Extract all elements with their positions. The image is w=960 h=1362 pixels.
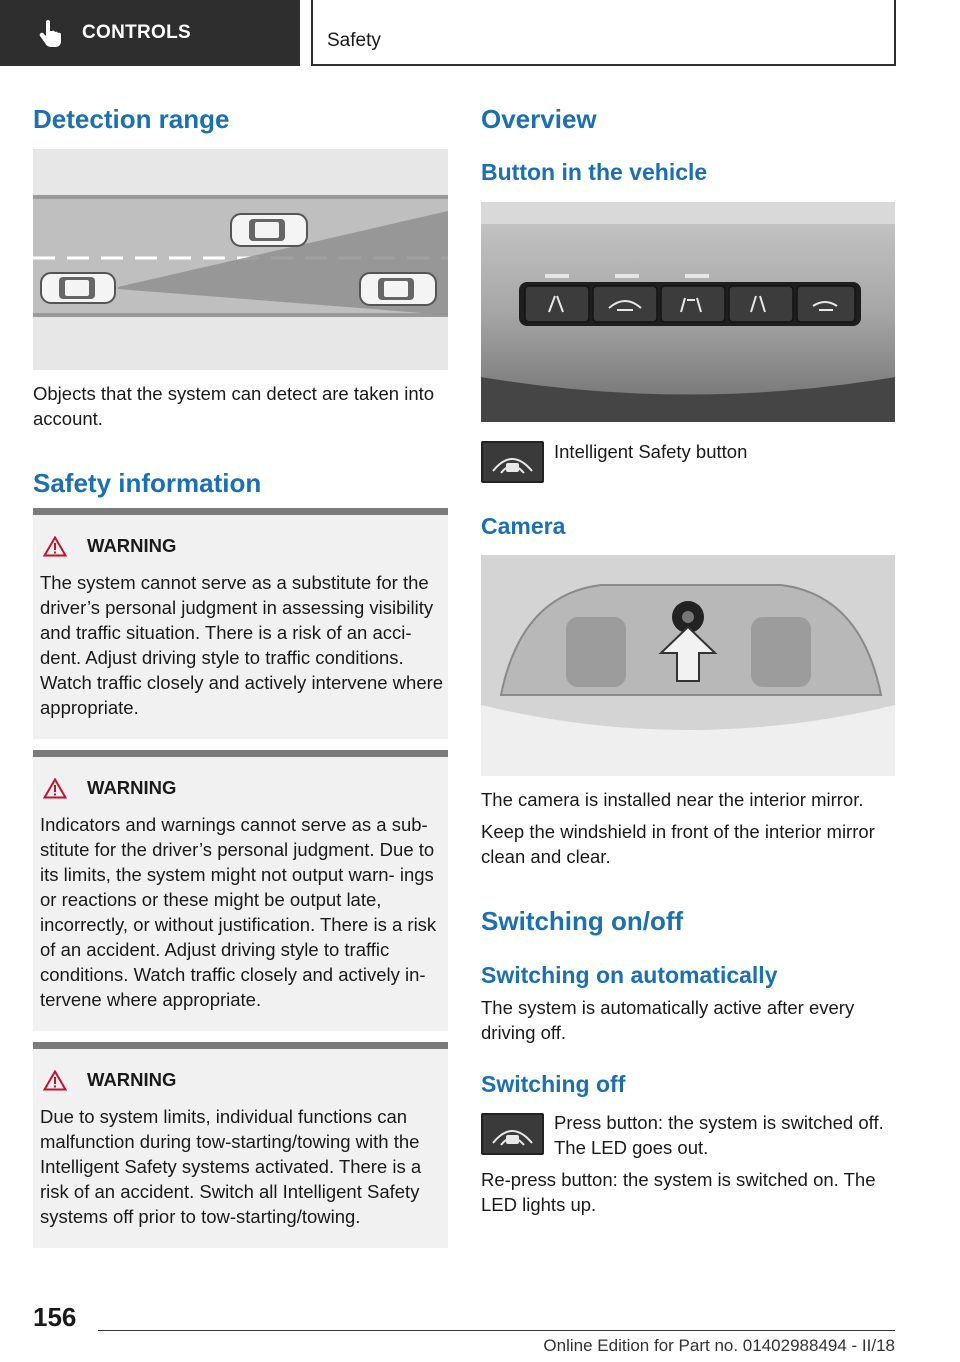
warning-triangle-icon [43,1070,67,1091]
camera-text-1: The camera is installed near the interior mirror. [481,789,864,810]
repress-text: Re-press button: the system is switched on. The LED lights up. [481,1169,876,1215]
car-left [41,273,115,303]
section-label: CONTROLS [82,22,192,43]
page-number: 156 [33,1302,77,1332]
warning-box-1 [33,508,448,739]
switching-on-auto-heading: Switching on automatically [481,962,778,988]
detection-caption: Objects that the system can detect are taken into account. [33,383,435,429]
button-panel-photo [481,202,895,422]
warning-triangle-icon [43,536,67,557]
detection-range-heading: Detection range [33,104,230,134]
warning-label: WARNING [87,1069,177,1090]
intelligent-safety-icon [481,1113,544,1155]
warning-text: Indicators and warnings cannot serve as a sub‐ stitute for the driver’s personal judgment. Due to its limits, the system might not output warn‐ ings or reactions or these might be output late, incorrectly, or without justification. There is a risk of an accident. Adjust driving style to traffic conditions. Watch traffic closely and actively in‐ tervene where appropriate. [40,814,437,1010]
warning-text: Due to system limits, individual functions can malfunction during tow-starting/towing with the Intelligent Safety systems activated. There is a risk of an accident. Switch all Intelligent Safety systems off prior to tow-starting/towing. [40,1106,422,1227]
warning-header [43,1069,176,1091]
section-tab [0,0,300,66]
detection-range-illustration [33,149,448,370]
chapter-header [311,0,896,66]
overview-heading: Overview [481,104,597,134]
camera-text-2: Keep the windshield in front of the interior mirror clean and clear. [481,821,875,867]
camera-heading: Camera [481,513,566,539]
edition-text: Online Edition for Part no. 01402988494 - II/18 [543,1336,895,1355]
camera-photo [481,555,895,776]
warning-box-2 [33,750,448,1031]
switching-heading: Switching on/off [481,906,684,936]
hand-pointer-icon [38,19,64,47]
warning-header [43,777,176,799]
car-top [231,214,307,246]
warning-triangle-icon [43,778,67,799]
warning-box-3 [33,1042,448,1248]
warning-label: WARNING [87,535,177,556]
intelligent-safety-icon [481,441,544,483]
switching-off-text: Press button: the system is switched off. The LED goes out. [554,1112,884,1158]
warning-header [43,535,176,557]
switching-on-auto-text: The system is automatically active after every driving off. [481,997,855,1043]
button-in-vehicle-heading: Button in the vehicle [481,159,708,185]
switching-off-heading: Switching off [481,1071,626,1097]
car-right [360,273,436,305]
chapter-label: Safety [327,30,381,51]
safety-information-heading: Safety information [33,468,262,498]
footer-rule [98,1330,895,1331]
warning-text: The system cannot serve as a substitute for the driver’s personal judgment in assessing visibility and traffic situation. There is a risk of an acci‐ dent. Adjust driving style to traffic conditions. Watch traffic closely and actively intervene where appropriate. [40,572,444,718]
warning-label: WARNING [87,777,177,798]
button-caption: Intelligent Safety button [554,441,748,462]
